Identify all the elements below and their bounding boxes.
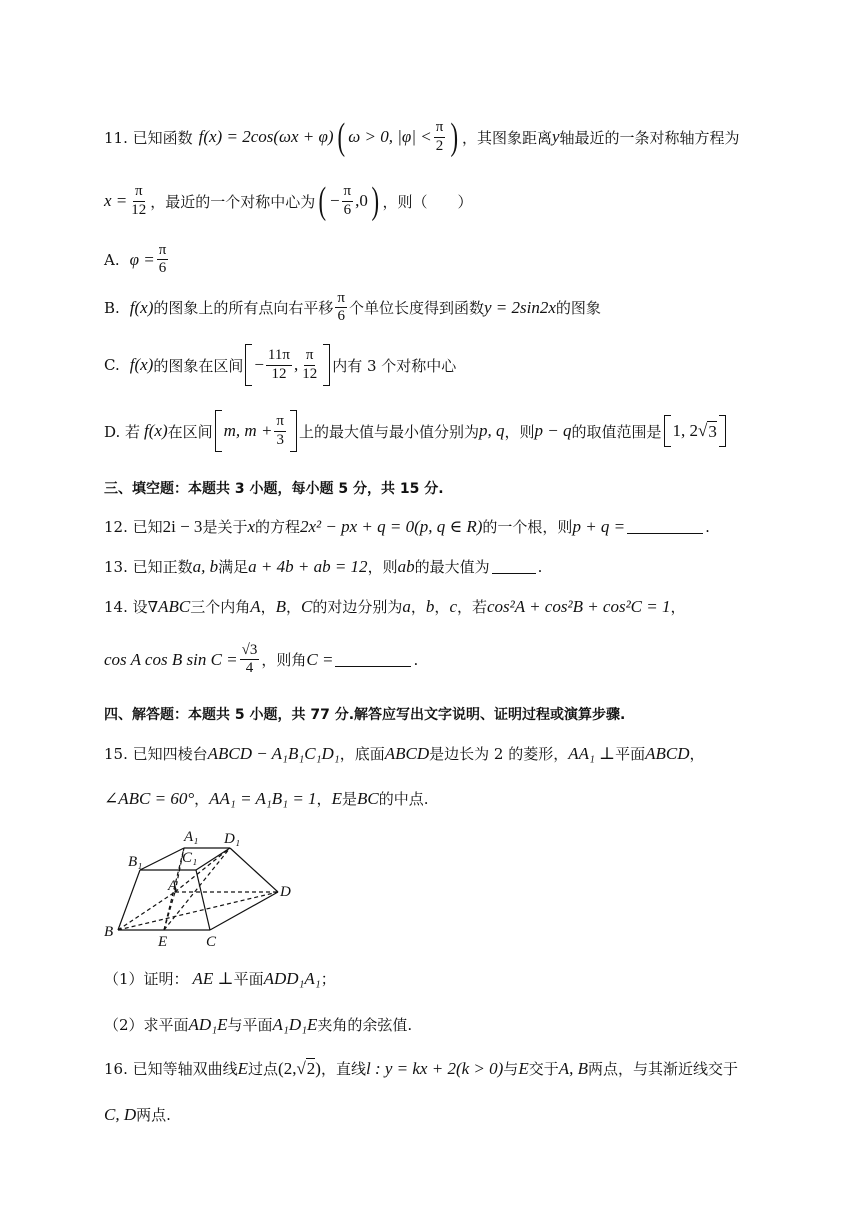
text: ，若 <box>456 598 487 616</box>
section-3-heading: 三、填空题：本题共 3 小题，每小题 5 分，共 15 分. <box>104 481 444 497</box>
text: 满足 <box>218 558 249 576</box>
answer-blank[interactable] <box>492 559 536 574</box>
text: 15. 已知四棱台 <box>104 745 208 763</box>
fraction: $\frac{\pi}{3}$ <box>276 413 284 448</box>
expr: m, m + <box>223 421 273 440</box>
text: ，底面 <box>339 745 385 763</box>
paren-close: ) <box>371 180 379 222</box>
q11-line2 <box>104 182 473 220</box>
expr: BC <box>356 788 379 808</box>
expr: f(x) <box>129 355 154 374</box>
text: 的中点. <box>378 790 429 808</box>
text: 在区间 <box>167 422 213 441</box>
expr: ABCD <box>645 743 690 763</box>
expr: ABC <box>158 596 191 616</box>
expr: p + q = <box>572 516 626 536</box>
text: 三个内角 <box>190 598 251 616</box>
text: 内有 3 个对称中心 <box>332 356 457 375</box>
var: C <box>301 596 313 616</box>
q14-line2 <box>104 642 418 678</box>
text: ，则（ ） <box>382 192 473 211</box>
var: b <box>425 596 435 616</box>
option-c <box>104 344 456 386</box>
text: 的对边分别为 <box>312 598 403 616</box>
edge-AB <box>118 892 175 930</box>
text: 16. 已知等轴双曲线 <box>104 1060 238 1078</box>
option-label: B. <box>104 298 120 317</box>
edge-BD <box>118 892 278 930</box>
text: 是关于 <box>202 518 248 536</box>
var: B <box>275 596 287 616</box>
text: 与平面 <box>227 1016 273 1034</box>
text: ， <box>689 745 705 763</box>
q14: 14. 设∇ ABC 三个内角 A ， B ， C 的对边分别为 a ， b ， c ，若 cos²A + cos²B + cos²C = 1 ， <box>104 596 686 616</box>
fraction: $\frac{\pi}{12}$ <box>302 347 318 382</box>
expr: a, b <box>192 556 219 576</box>
text: ； <box>320 970 336 988</box>
point-end: ) <box>315 1058 321 1078</box>
equation: cos²A + cos²B + cos²C = 1 <box>487 596 671 616</box>
option-label: C. <box>104 356 120 374</box>
expr: AD₁E <box>188 1014 228 1034</box>
question-number: 11. 已知函数 <box>104 128 193 147</box>
text: 与 <box>503 1060 519 1078</box>
bracket-close <box>323 344 330 386</box>
q15-line2 <box>104 788 428 809</box>
label-D: D <box>280 884 291 900</box>
point: (2, <box>278 1058 297 1078</box>
expr: A₁D₁E <box>272 1014 318 1034</box>
paren-open: ( <box>337 116 345 158</box>
text: 的图象上的所有点向右平移 <box>153 299 334 318</box>
answer-blank[interactable] <box>335 652 411 667</box>
minus: − <box>329 191 340 210</box>
bracket-close <box>719 415 726 447</box>
text: 两点. <box>136 1106 171 1124</box>
range: 1, 2 <box>672 421 699 440</box>
paren-close: ) <box>450 116 459 158</box>
zero: ,0 <box>355 191 368 210</box>
fraction: $\frac{\pi}{12}$ <box>131 183 147 218</box>
text: ， <box>316 790 332 808</box>
option-b <box>104 290 601 326</box>
fraction: $\frac{\pi}{2}$ <box>435 119 444 154</box>
comma: , <box>293 355 299 374</box>
q12 <box>104 516 710 537</box>
label-D1: D₁ <box>224 831 241 847</box>
text: . <box>537 557 543 576</box>
text: 交于 <box>528 1060 559 1078</box>
expr: ADD₁A₁ <box>263 968 321 988</box>
edge-B1A1 <box>140 848 184 870</box>
expr: p − q <box>534 421 572 440</box>
paren-open: ( <box>318 180 327 222</box>
text: 的图象 <box>555 299 601 318</box>
expr: p, q <box>479 421 505 440</box>
expr: AA₁ ⊥ <box>568 743 616 763</box>
edge-C1D1 <box>196 848 230 870</box>
axis-eq: x = <box>104 191 128 210</box>
expr: ABCD <box>384 743 430 763</box>
text: 14. 设∇ <box>104 598 159 616</box>
bracket-close <box>290 410 297 452</box>
expr: C = <box>306 649 334 669</box>
text: 平面 <box>233 970 264 988</box>
fraction: $\frac{√3}{4}$ <box>241 642 258 677</box>
text: 夹角的余弦值. <box>317 1016 413 1034</box>
label-C1: C₁ <box>182 850 198 866</box>
option-label: D. 若 <box>104 422 141 441</box>
expr: C, D <box>104 1104 137 1124</box>
q13 <box>104 556 542 577</box>
expr: A, B <box>558 1058 588 1078</box>
expr: φ = <box>129 249 155 269</box>
sqrt-sign: √ <box>698 421 708 440</box>
var: c <box>449 596 457 616</box>
sqrt-arg: 3 <box>708 421 717 441</box>
label-A: A <box>168 878 178 894</box>
q16-line2 <box>104 1104 171 1125</box>
sqrt-arg: 2 <box>306 1059 316 1078</box>
expr: 2i − 3 <box>162 516 203 536</box>
bracket-open <box>245 344 252 386</box>
text: 是 <box>341 790 357 808</box>
text: 12. 已知 <box>104 518 163 536</box>
expr: ab <box>397 556 415 576</box>
fraction: $\frac{\pi}{6}$ <box>337 290 345 325</box>
option-label: A. <box>104 250 120 269</box>
text: ，则 <box>504 422 535 441</box>
sqrt-sign: √ <box>296 1058 306 1078</box>
bracket-open <box>215 410 222 452</box>
equation: 2x² − px + q = 0(p, q ∈ R) <box>300 516 483 536</box>
var: A <box>250 596 261 616</box>
edge-CC1 <box>196 870 210 930</box>
text: 个单位长度得到函数 <box>348 299 484 318</box>
expr: y = 2sin2x <box>484 297 556 317</box>
text: （1）证明： <box>104 970 189 988</box>
text: ，其图象距离 <box>461 128 552 147</box>
text: ，最近的一个对称中心为 <box>150 192 316 211</box>
text: ，直线 <box>320 1060 366 1078</box>
var: E <box>518 1058 529 1078</box>
q15 <box>104 743 705 764</box>
text: 的最大值为 <box>414 558 490 576</box>
expr: ABCD − A₁B₁C₁D₁ <box>207 743 340 763</box>
fraction: $\frac{\pi}{6}$ <box>343 183 352 218</box>
label-E: E <box>158 934 168 950</box>
expr: AE ⊥ <box>192 968 234 988</box>
fraction: $\frac{11\pi}{12}$ <box>267 347 290 382</box>
var: a <box>402 596 411 616</box>
function-expr: f(x) = 2cos(ωx + φ) <box>198 127 334 146</box>
q15-part2 <box>104 1014 412 1035</box>
q16 <box>104 1058 738 1079</box>
expr: f(x) <box>144 421 168 440</box>
text: 过点 <box>248 1060 279 1078</box>
label-B: B <box>104 924 114 940</box>
text: （2）求平面 <box>104 1016 189 1034</box>
option-d <box>104 410 728 452</box>
q15-part1 <box>104 968 336 989</box>
text: . <box>413 650 419 669</box>
label-B1: B₁ <box>128 854 143 870</box>
text: 的一个根，则 <box>482 518 573 536</box>
answer-blank[interactable] <box>627 519 703 534</box>
bracket-open <box>664 415 671 447</box>
expr: f(x) <box>129 297 154 317</box>
text: 是边长为 2 的菱形， <box>429 745 569 763</box>
text: 平面 <box>615 745 646 763</box>
edge-DD1 <box>230 848 278 892</box>
q11-line1 <box>104 118 740 156</box>
expr: AA₁ = A₁B₁ = 1 <box>209 788 317 808</box>
text: 的方程 <box>255 518 301 536</box>
equation: a + 4b + ab = 12 <box>248 556 368 576</box>
expr: l : y = kx + 2(k > 0) <box>365 1058 504 1078</box>
expr: ∠ABC = 60° <box>104 788 195 808</box>
edge-BB1 <box>118 870 140 930</box>
text: . <box>705 517 710 536</box>
var: E <box>237 1058 249 1078</box>
var-y: y <box>551 127 560 146</box>
frustum-figure <box>100 826 300 952</box>
section-4-heading: 四、解答题：本题共 5 小题，共 77 分.解答应写出文字说明、证明过程或演算步骤. <box>104 707 626 723</box>
label-A1: A₁ <box>184 829 199 845</box>
fraction: $\frac{\pi}{6}$ <box>158 242 167 277</box>
text: ，则角 <box>261 651 307 670</box>
var: x <box>247 516 255 536</box>
condition-expr: ω > 0, |φ| < <box>348 127 432 146</box>
text: 的图象在区间 <box>153 356 244 375</box>
text: 的取值范围是 <box>571 422 662 441</box>
text: 13. 已知正数 <box>104 558 193 576</box>
var: E <box>331 788 342 808</box>
text: 轴最近的一条对称轴方程为 <box>559 128 740 147</box>
text: ， <box>194 790 210 808</box>
edge-CD <box>210 892 278 930</box>
text: ，则 <box>367 558 398 576</box>
minus: − <box>254 355 264 374</box>
option-a <box>104 242 170 278</box>
text: 上的最大值与最小值分别为 <box>299 422 480 441</box>
text: 两点，与其渐近线交于 <box>588 1060 739 1078</box>
text: ， <box>670 598 686 616</box>
label-C: C <box>206 934 217 950</box>
expr: cos A cos B sin C = <box>104 649 238 669</box>
